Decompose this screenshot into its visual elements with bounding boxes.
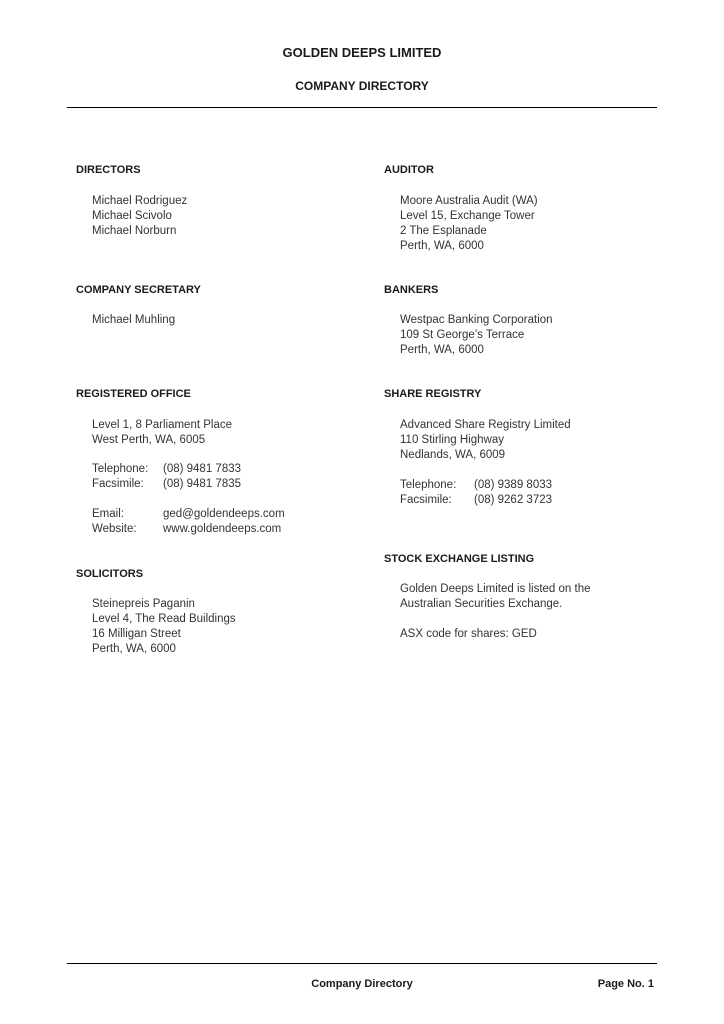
bankers-heading: BANKERS xyxy=(384,284,439,296)
auditor-details xyxy=(400,194,538,254)
solicitor-line: Perth, WA, 6000 xyxy=(92,643,176,655)
director-name: Michael Rodriguez xyxy=(92,195,188,207)
share-registry-details xyxy=(400,418,571,508)
director-name: Michael Scivolo xyxy=(92,210,172,222)
facsimile-value: (08) 9262 3723 xyxy=(474,494,553,506)
telephone-label: Telephone: xyxy=(400,479,457,491)
auditor-line: 2 The Esplanade xyxy=(400,225,487,237)
stock-exchange-heading: STOCK EXCHANGE LISTING xyxy=(384,553,535,565)
address-line: Level 1, 8 Parliament Place xyxy=(92,419,232,431)
website-label: Website: xyxy=(92,523,137,535)
telephone-value: (08) 9389 8033 xyxy=(474,479,553,491)
page-number: Page No. 1 xyxy=(597,978,654,990)
solicitors-heading: SOLICITORS xyxy=(76,568,144,580)
telephone-label: Telephone: xyxy=(92,463,149,475)
facsimile-value: (08) 9481 7835 xyxy=(163,478,242,490)
registry-telephone-row xyxy=(400,478,571,493)
solicitors-details xyxy=(92,597,236,657)
footer-title: Company Directory xyxy=(311,978,413,990)
company-secretary-heading: COMPANY SECRETARY xyxy=(76,284,201,296)
facsimile-label: Facsimile: xyxy=(92,478,144,490)
director-name: Michael Norburn xyxy=(92,225,177,237)
registry-line: Advanced Share Registry Limited xyxy=(400,419,571,431)
stock-exchange-details xyxy=(400,582,591,642)
auditor-line: Perth, WA, 6000 xyxy=(400,240,484,252)
address-line: West Perth, WA, 6005 xyxy=(92,434,206,446)
listing-line: Australian Securities Exchange. xyxy=(400,598,563,610)
website-row xyxy=(92,522,285,537)
secretary-name: Michael Muhling xyxy=(92,314,176,326)
registered-office-details xyxy=(92,418,285,537)
banker-line: 109 St George’s Terrace xyxy=(400,329,525,341)
listing-line: Golden Deeps Limited is listed on the xyxy=(400,583,591,595)
telephone-value: (08) 9481 7833 xyxy=(163,463,242,475)
website-link[interactable]: www.goldendeeps.com xyxy=(163,523,282,535)
registry-line: 110 Stirling Highway xyxy=(400,434,504,446)
solicitor-line: Steinepreis Paganin xyxy=(92,598,195,610)
solicitor-line: Level 4, The Read Buildings xyxy=(92,613,236,625)
company-secretary-list xyxy=(92,313,175,328)
footer-divider xyxy=(67,963,657,964)
directors-heading: DIRECTORS xyxy=(76,164,141,176)
asx-code: ASX code for shares: GED xyxy=(400,628,537,640)
facsimile-row xyxy=(92,477,285,492)
solicitor-line: 16 Milligan Street xyxy=(92,628,181,640)
auditor-line: Moore Australia Audit (WA) xyxy=(400,195,538,207)
directors-list xyxy=(92,194,187,239)
banker-line: Perth, WA, 6000 xyxy=(400,344,484,356)
page-title: COMPANY DIRECTORY xyxy=(295,79,429,93)
email-row xyxy=(92,507,285,522)
registry-facsimile-row xyxy=(400,493,571,508)
share-registry-heading: SHARE REGISTRY xyxy=(384,388,482,400)
header-divider xyxy=(67,107,657,108)
email-link[interactable]: ged@goldendeeps.com xyxy=(163,508,285,520)
email-label: Email: xyxy=(92,508,124,520)
registered-office-heading: REGISTERED OFFICE xyxy=(76,388,191,400)
registry-line: Nedlands, WA, 6009 xyxy=(400,449,506,461)
auditor-line: Level 15, Exchange Tower xyxy=(400,210,535,222)
facsimile-label: Facsimile: xyxy=(400,494,452,506)
company-name: GOLDEN DEEPS LIMITED xyxy=(282,45,442,60)
telephone-row xyxy=(92,462,285,477)
banker-line: Westpac Banking Corporation xyxy=(400,314,553,326)
bankers-details xyxy=(400,313,553,358)
auditor-heading: AUDITOR xyxy=(384,164,434,176)
